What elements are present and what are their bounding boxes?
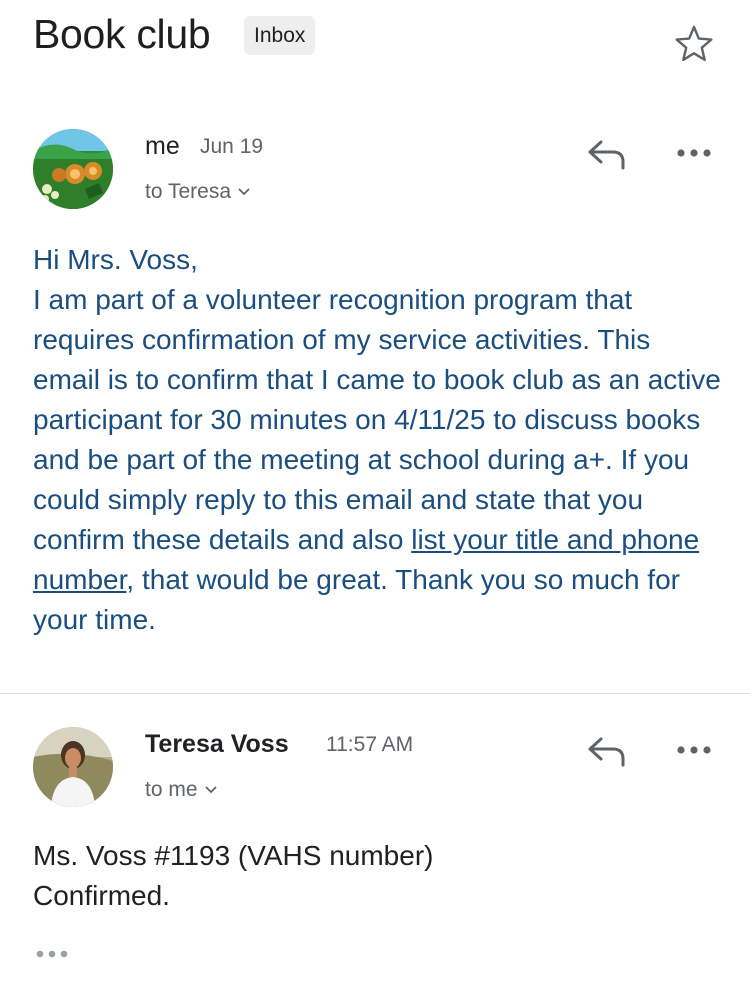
message-date: Jun 19 bbox=[200, 135, 264, 158]
recipients-label: to me bbox=[145, 778, 198, 801]
reply-button[interactable] bbox=[585, 733, 629, 769]
sender-name: Teresa Voss bbox=[145, 730, 289, 758]
reply-line-2: Confirmed. bbox=[33, 880, 170, 911]
show-trimmed-content-button[interactable] bbox=[33, 945, 71, 963]
star-icon[interactable] bbox=[674, 24, 714, 64]
thread-header bbox=[33, 10, 720, 70]
more-icon bbox=[674, 740, 714, 760]
recipients-toggle[interactable] bbox=[145, 180, 251, 204]
avatar[interactable] bbox=[33, 727, 113, 807]
body-text-before-link: I am part of a volunteer recognition program that requires confirmation of my service activities. This email is to confirm that I came to book club as an active participant for 30 minutes on 4/11/25 to discuss books and be part of the meeting at school during a+. If you could simply reply to this email and state that you confirm these details and also bbox=[33, 284, 721, 555]
message-time: 11:57 AM bbox=[326, 733, 414, 756]
inbox-label-chip[interactable]: Inbox bbox=[244, 16, 315, 55]
recipients-label: to Teresa bbox=[145, 180, 231, 203]
body-link[interactable]: list your title and phone number bbox=[33, 524, 700, 595]
avatar[interactable] bbox=[33, 129, 113, 209]
reply-icon bbox=[585, 136, 629, 172]
trimmed-content-icon bbox=[33, 945, 71, 963]
message-divider bbox=[0, 693, 750, 694]
chevron-down-icon bbox=[237, 187, 251, 197]
more-icon bbox=[674, 143, 714, 163]
body-paragraph bbox=[33, 280, 723, 640]
message-body bbox=[33, 836, 723, 916]
reply-button[interactable] bbox=[585, 136, 629, 172]
greeting: Hi Mrs. Voss, bbox=[33, 244, 198, 275]
sender-name: me bbox=[145, 132, 180, 160]
more-options-button[interactable] bbox=[674, 740, 714, 760]
recipients-toggle[interactable] bbox=[145, 778, 218, 802]
more-options-button[interactable] bbox=[674, 143, 714, 163]
message-body bbox=[33, 240, 723, 640]
thread-subject: Book club bbox=[33, 11, 211, 57]
body-text-after-link: , that would be great. Thank you so much for your time. bbox=[33, 564, 680, 635]
reply-icon bbox=[585, 733, 629, 769]
reply-line-1: Ms. Voss #1193 (VAHS number) bbox=[33, 840, 434, 871]
chevron-down-icon bbox=[204, 785, 218, 795]
